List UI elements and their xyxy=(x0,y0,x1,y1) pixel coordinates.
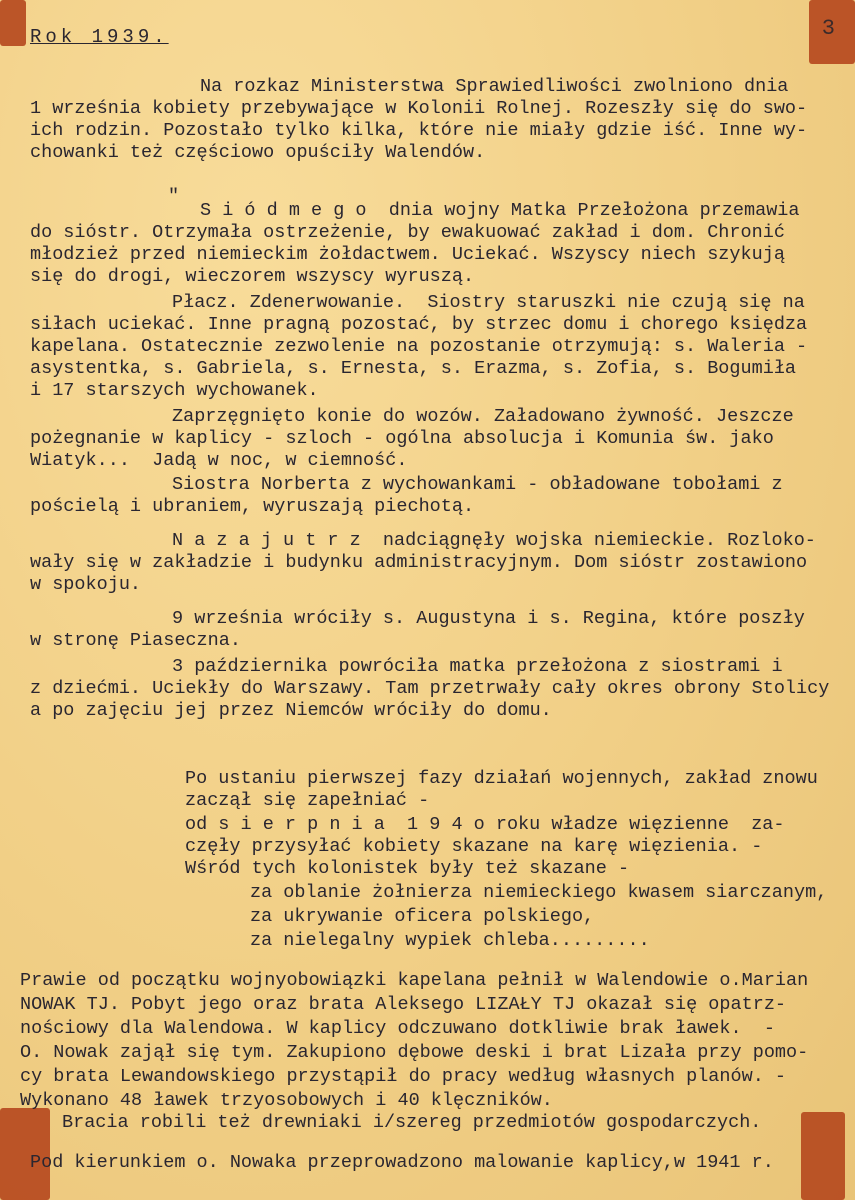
text-line: a po zajęciu jej przez Niemców wróciły do domu. xyxy=(30,700,552,721)
page-number: 3 xyxy=(821,16,835,41)
text-line: Płacz. Zdenerwowanie. Siostry staruszki nie czują się na xyxy=(172,292,805,313)
text-line: " xyxy=(168,186,180,207)
text-line: Wykonano 48 ławek trzyosobowych i 40 klęczników. xyxy=(20,1090,553,1111)
text-line: w stronę Piaseczna. xyxy=(30,630,241,651)
text-line: ich rodzin. Pozostało tylko kilka, które nie miały gdzie iść. Inne wy- xyxy=(30,120,808,141)
text-line: Prawie od początku wojnyobowiązki kapelana pełnił w Walendowie o.Marian xyxy=(20,970,809,991)
document-title: Rok 1939. xyxy=(30,26,169,48)
text-line: nościowy dla Walendowa. W kaplicy odczuwano dotkliwie brak ławek. - xyxy=(20,1018,775,1039)
text-line: Wśród tych kolonistek były też skazane - xyxy=(185,858,630,879)
text-line: 1 września kobiety przebywające w Kolonii Rolnej. Rozeszły się do swo- xyxy=(30,98,808,119)
text-line: Siostra Norberta z wychowankami - obładowane tobołami z xyxy=(172,474,783,495)
text-line: pożegnanie w kaplicy - szloch - ogólna absolucja i Komunia św. jako xyxy=(30,428,774,449)
text-line: za ukrywanie oficera polskiego, xyxy=(250,906,595,927)
text-line: Po ustaniu pierwszej fazy działań wojennych, zakład znowu xyxy=(185,768,818,789)
text-line: w spokoju. xyxy=(30,574,142,595)
text-line: asystentka, s. Gabriela, s. Ernesta, s. Erazma, s. Zofia, s. Bogumiła xyxy=(30,358,797,379)
text-line: od s i e r p n i a 1 9 4 o roku władze więzienne za- xyxy=(185,814,785,835)
text-line: z dziećmi. Uciekły do Warszawy. Tam przetrwały cały okres obrony Stolicy xyxy=(30,678,830,699)
text-line: siłach uciekać. Inne pragną pozostać, by strzec domu i chorego księdza xyxy=(30,314,808,335)
text-line: S i ó d m e g o dnia wojny Matka Przełożona przemawia xyxy=(200,200,800,221)
text-line: O. Nowak zajął się tym. Zakupiono dębowe deski i brat Lizała przy pomo- xyxy=(20,1042,809,1063)
text-line: chowanki też częściowo opuściły Walendów. xyxy=(30,142,486,163)
text-line: Na rozkaz Ministerstwa Sprawiedliwości zwolniono dnia xyxy=(200,76,789,97)
text-line: kapelana. Ostatecznie zezwolenie na pozostanie otrzymują: s. Waleria - xyxy=(30,336,808,357)
text-line: N a z a j u t r z nadciągnęły wojska niemieckie. Rozloko- xyxy=(172,530,816,551)
text-line: Zaprzęgnięto konie do wozów. Załadowano żywność. Jeszcze xyxy=(172,406,794,427)
text-line: za oblanie żołnierza niemieckiego kwasem siarczanym, xyxy=(250,882,828,903)
text-line: 3 października powróciła matka przełożona z siostrami i xyxy=(172,656,783,677)
text-line: się do drogi, wieczorem wszyscy wyruszą. xyxy=(30,266,475,287)
text-line: NOWAK TJ. Pobyt jego oraz brata Aleksego LIZAŁY TJ okazał się opatrz- xyxy=(20,994,787,1015)
text-line: za nielegalny wypiek chleba......... xyxy=(250,930,650,951)
text-line: i 17 starszych wychowanek. xyxy=(30,380,319,401)
text-line: pościelą i ubraniem, wyruszają piechotą. xyxy=(30,496,475,517)
text-line: Bracia robili też drewniaki i/szereg przedmiotów gospodarczych. xyxy=(62,1112,762,1133)
tape-top-left xyxy=(0,0,26,46)
text-line: cy brata Lewandowskiego przystąpił do pracy według własnych planów. - xyxy=(20,1066,787,1087)
text-line: wały się w zakładzie i budynku administracyjnym. Dom sióstr zostawiono xyxy=(30,552,808,573)
text-line: Wiatyk... Jadą w noc, w ciemność. xyxy=(30,450,408,471)
text-line: Pod kierunkiem o. Nowaka przeprowadzono malowanie kaplicy,w 1941 r. xyxy=(30,1152,774,1173)
text-line: młodzież przed niemieckim żołdactwem. Uciekać. Wszyscy niech szykują xyxy=(30,244,785,265)
text-line: częły przysyłać kobiety skazane na karę więzienia. - xyxy=(185,836,763,857)
text-line: 9 września wróciły s. Augustyna i s. Regina, które poszły xyxy=(172,608,805,629)
tape-bottom-right xyxy=(801,1112,845,1200)
text-line: zaczął się zapełniać - xyxy=(185,790,430,811)
text-line: do sióstr. Otrzymała ostrzeżenie, by ewakuować zakład i dom. Chronić xyxy=(30,222,785,243)
